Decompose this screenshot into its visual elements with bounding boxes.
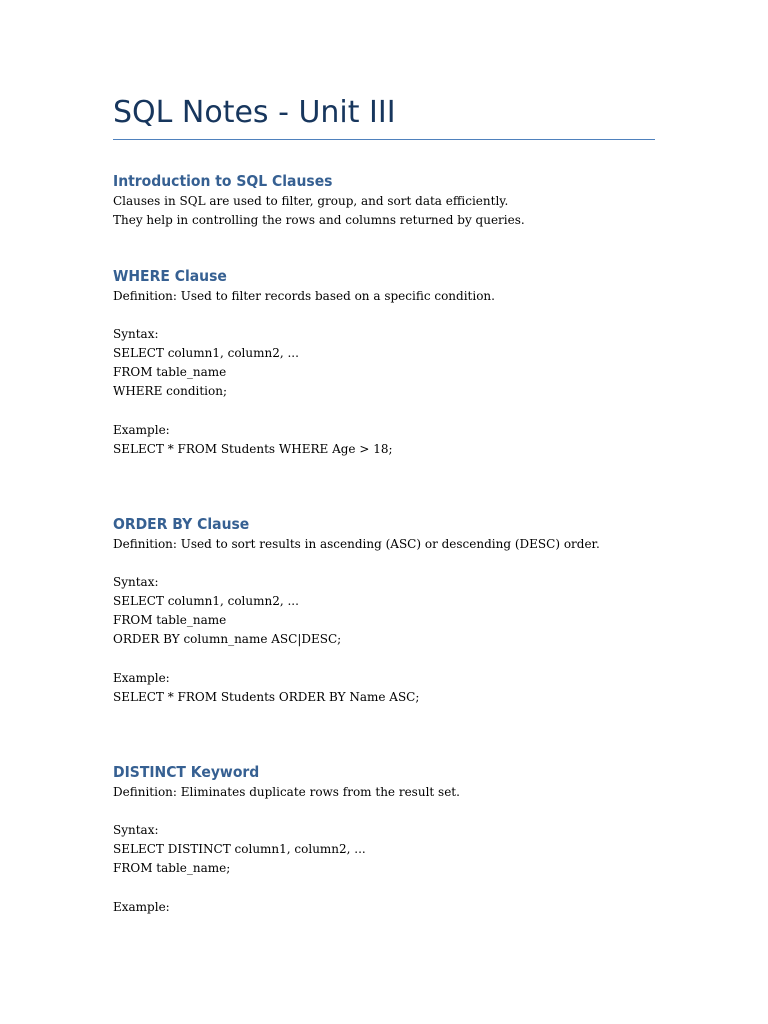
example-line: SELECT * FROM Students ORDER BY Name ASC; [113,689,420,704]
section-introduction [113,171,673,230]
syntax-line: WHERE condition; [113,384,228,399]
section-heading: DISTINCT Keyword [113,763,260,781]
syntax-line: ORDER BY column_name ASC|DESC; [113,632,342,647]
syntax-line: FROM table_name [113,613,227,628]
syntax-line: SELECT DISTINCT column1, column2, ... [113,842,366,857]
section-heading: Introduction to SQL Clauses [113,172,333,190]
blank-line [113,554,673,573]
section-body [113,535,673,707]
blank-line [113,802,673,821]
section-body [113,783,673,917]
document-title: SQL Notes - Unit III [113,95,396,130]
example-label: Example: [113,670,170,685]
section-heading: WHERE Clause [113,267,227,285]
blank-line [113,878,673,897]
syntax-label: Syntax: [113,327,159,342]
definition-line: Definition: Used to filter records based on a specific condition. [113,289,495,303]
definition-line: Definition: Used to sort results in ascending (ASC) or descending (DESC) order. [113,537,600,551]
definition-line: Definition: Eliminates duplicate rows from the result set. [113,785,460,799]
blank-line [113,402,673,421]
example-line: SELECT * FROM Students WHERE Age > 18; [113,441,393,456]
section-where-clause [113,266,673,459]
title-underline [113,139,655,140]
section-heading: ORDER BY Clause [113,515,250,533]
blank-line [113,306,673,325]
syntax-line: SELECT column1, column2, ... [113,594,299,609]
syntax-label: Syntax: [113,575,159,590]
section-distinct-keyword [113,762,673,917]
syntax-line: SELECT column1, column2, ... [113,346,299,361]
blank-line [113,650,673,669]
section-body [113,287,673,459]
body-text-line: They help in controlling the rows and columns returned by queries. [113,213,525,228]
syntax-line: FROM table_name; [113,861,231,876]
section-body [113,192,673,230]
example-label: Example: [113,899,170,914]
syntax-label: Syntax: [113,823,159,838]
body-text-line: Clauses in SQL are used to filter, group, and sort data efficiently. [113,194,509,208]
example-label: Example: [113,422,170,437]
section-order-by-clause [113,514,673,707]
syntax-line: FROM table_name [113,365,227,380]
